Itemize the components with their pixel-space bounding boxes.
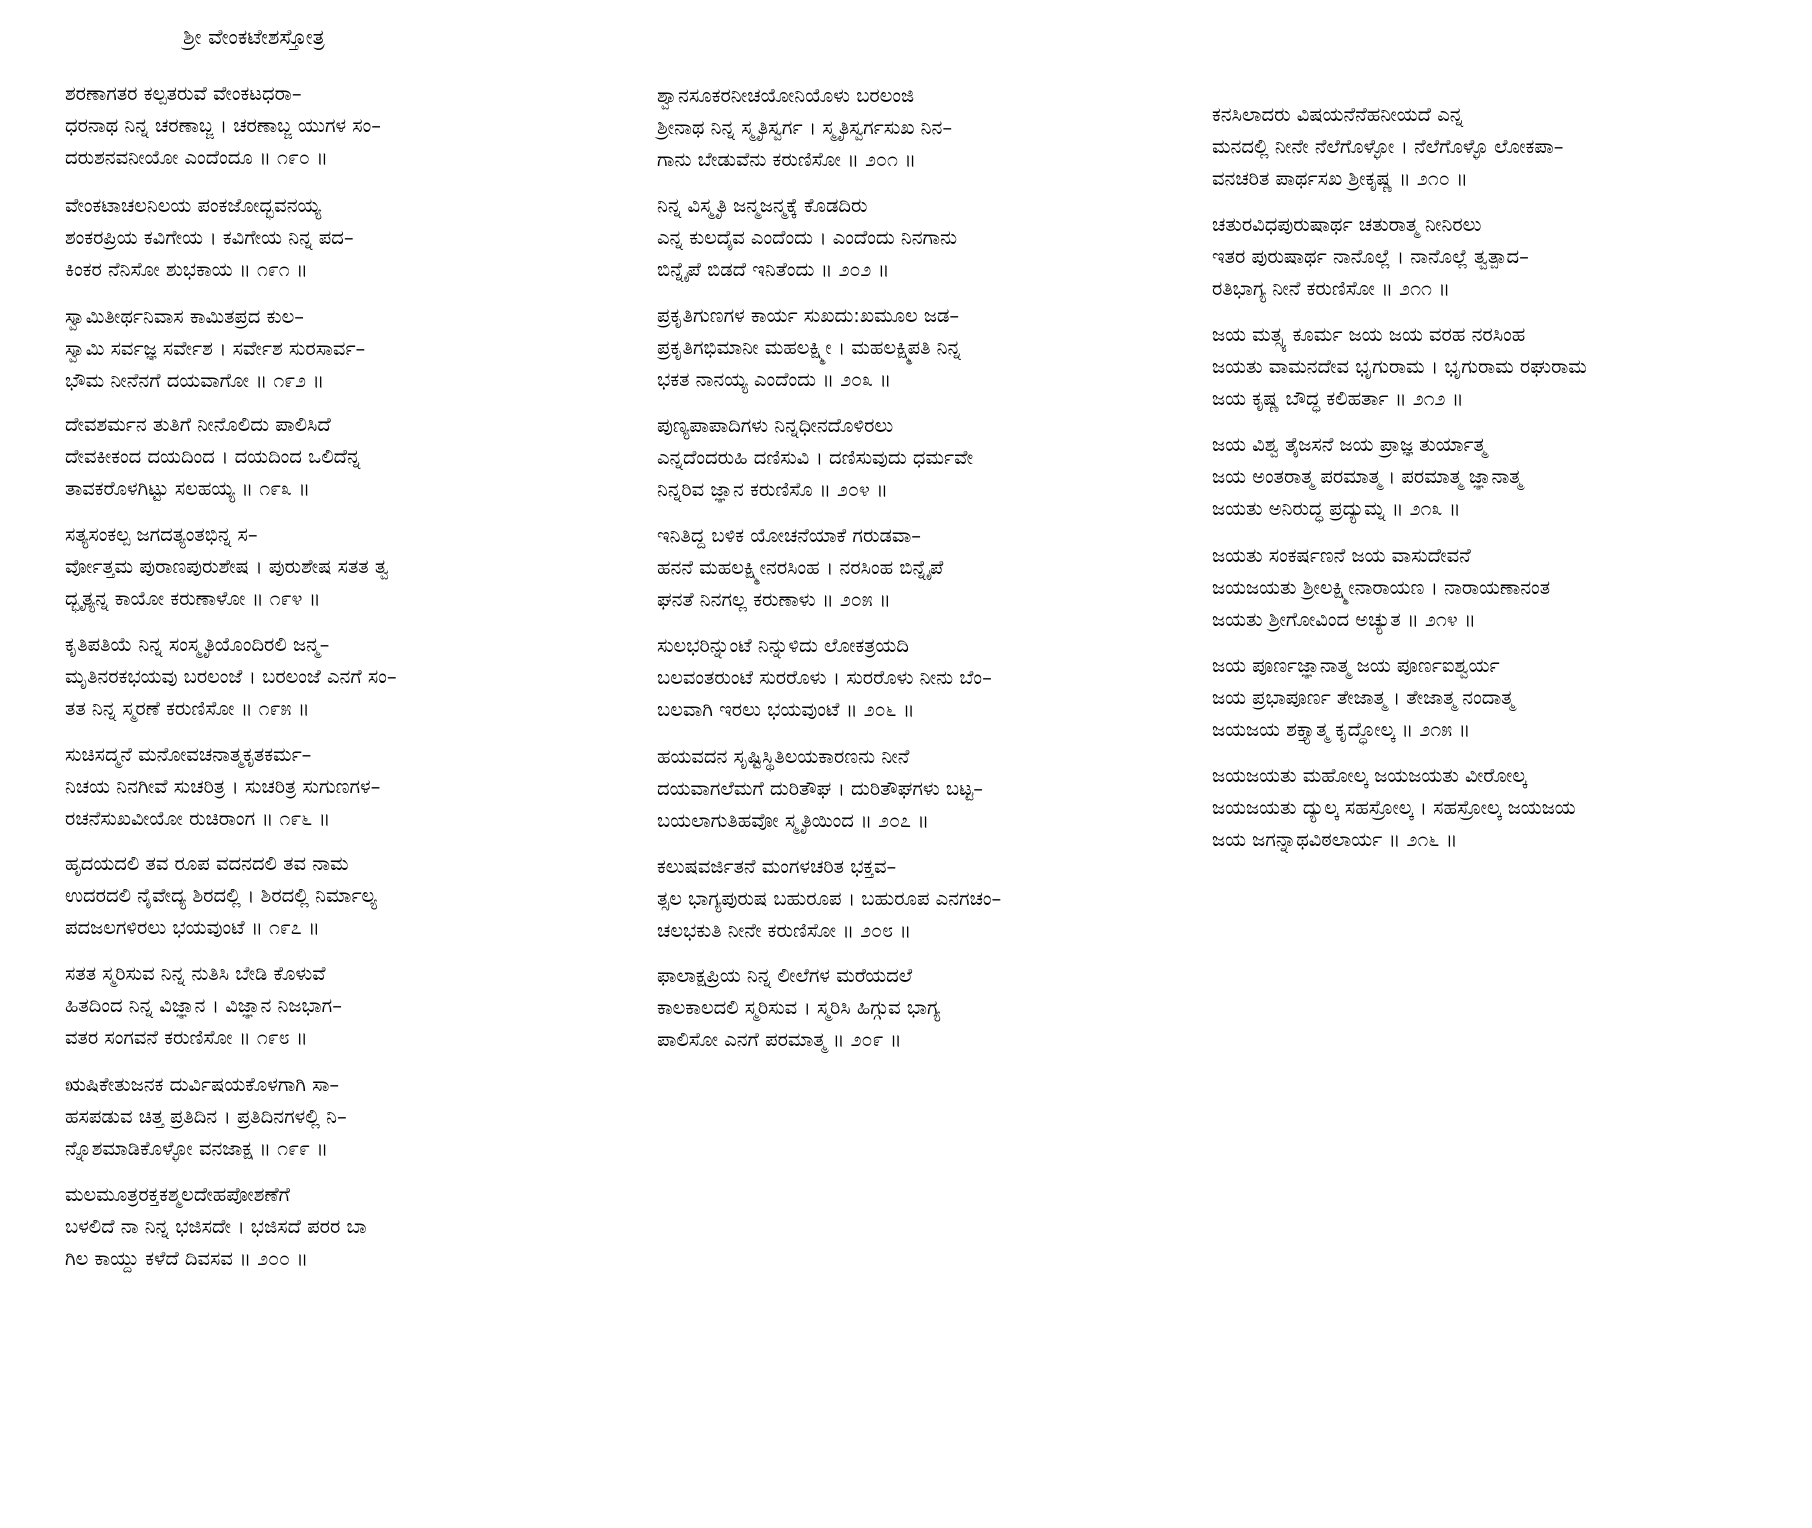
- stanza-verse-line-numbered: ಭಕತ ನಾನಯ್ಯ ಎಂದೆಂದು ॥ ೨೦೩ ॥: [657, 368, 892, 391]
- stanza: [657, 80, 952, 176]
- stanza-verse-line: ಹಿತದಿಂದ ನಿನ್ನ ವಿಜ್ಞಾನ । ವಿಜ್ಞಾನ ನಿಜಭಾಗ–: [65, 994, 342, 1017]
- stanza-verse-line: ಉದರದಲಿ ನೈವೇದ್ಯ ಶಿರದಲ್ಲಿ । ಶಿರದಲ್ಲಿ ನಿರ್ಮಾಲ್ಯ: [65, 884, 377, 907]
- stanza: [657, 630, 992, 726]
- stanza-verse-line: ಕಾಲಕಾಲದಲಿ ಸ್ಮರಿಸುವ । ಸ್ಮರಿಸಿ ಹಿಗ್ಗುವ ಭಾಗ್ಯ: [657, 996, 941, 1019]
- stanza-verse-line-numbered: ದರುಶನವನೀಯೋ ಎಂದೆಂದೂ ॥ ೧೯೦ ॥: [65, 146, 328, 169]
- stanza-verse-line-numbered: ದ್ಭೃತ್ಯನ್ನ ಕಾಯೋ ಕರುಣಾಳೋ ॥ ೧೯೪ ॥: [65, 587, 321, 610]
- stanza: [657, 410, 973, 506]
- stanza-verse-line: ಹನನೆ ಮಹಲಕ್ಷ್ಮೀನರಸಿಂಹ । ನರಸಿಂಹ ಬಿನ್ನೈಪೆ: [657, 556, 944, 579]
- stanza: [65, 519, 389, 615]
- stanza-verse-line-numbered: ಜಯ ಕೃಷ್ಣ ಬೌದ್ಧ ಕಲಿಹರ್ತಾ ॥ ೨೧೨ ॥: [1212, 387, 1464, 410]
- stanza: [65, 629, 397, 725]
- stanza: [1212, 540, 1550, 636]
- stanza: [65, 78, 381, 174]
- stanza: [657, 960, 940, 1056]
- stanza-verse-line: ನಿಚಯ ನಿನಗೀವೆ ಸುಚರಿತ್ರ । ಸುಚರಿತ್ರ ಸುಗುಣಗಳ–: [65, 775, 381, 798]
- stanza-verse-line: ಜಯ ಪ್ರಭಾಪೂರ್ಣ ತೇಜಾತ್ಮ । ತೇಜಾತ್ಮ ನಂದಾತ್ಮ: [1212, 686, 1515, 709]
- stanza-verse-line: ಜಯ ಮತ್ಸ್ಯ ಕೂರ್ಮ ಜಯ ಜಯ ವರಹ ನರಸಿಂಹ: [1212, 323, 1526, 346]
- stanza-verse-line: ಹಯವದನ ಸೃಷ್ಟಿಸ್ಥಿತಿಲಯಕಾರಣನು ನೀನೆ: [657, 745, 910, 768]
- stanza-verse-line-numbered: ವನಚರಿತ ಪಾರ್ಥಸಖ ಶ್ರೀಕೃಷ್ಣ ॥ ೨೧೦ ॥: [1212, 167, 1468, 190]
- stanza-verse-line-numbered: ಜಯಜಯ ಶಕ್ತ್ಯಾತ್ಮ ಕೃದ್ಧೋಲ್ಕ ॥ ೨೧೫ ॥: [1212, 718, 1471, 741]
- stanza: [65, 1179, 367, 1275]
- stanza-verse-line-numbered: ಕಿಂಕರ ನೆನಿಸೋ ಶುಭಕಾಯ ॥ ೧೯೧ ॥: [65, 258, 308, 281]
- page-title: ಶ್ರೀ ವೇಂಕಟೇಶಸ್ತೋತ್ರ: [183, 25, 325, 49]
- stanza: [657, 300, 961, 396]
- stanza: [657, 190, 957, 286]
- stanza-verse-line-numbered: ವತರ ಸಂಗವನೆ ಕರುಣಿಸೋ ॥ ೧೯೮ ॥: [65, 1026, 308, 1049]
- stanza-verse-line: ಮನದಲ್ಲಿ ನೀನೇ ನೆಲೆಗೊಳ್ಳೋ । ನೆಲೆಗೊಳ್ಳೊ ಲೋಕಪಾ–: [1212, 135, 1564, 158]
- stanza-verse-line: ತ್ಸಲ ಭಾಗ್ಯಪುರುಷ ಬಹುರೂಪ । ಬಹುರೂಪ ಎನಗಚಂ–: [657, 887, 1002, 910]
- stanza-verse-line: ಇನಿತಿದ್ದ ಬಳಿಕ ಯೋಚನೆಯಾಕೆ ಗರುಡವಾ–: [657, 524, 922, 547]
- stanza: [657, 741, 983, 837]
- stanza-verse-line-numbered: ಗಾನು ಬೇಡುವೆನು ಕರುಣಿಸೋ ॥ ೨೦೧ ॥: [657, 148, 916, 171]
- stanza-verse-line: ಕೃತಿಪತಿಯೆ ನಿನ್ನ ಸಂಸ್ಮೃತಿಯೊಂದಿರಲಿ ಜನ್ಮ–: [65, 633, 330, 656]
- stanza-verse-line-numbered: ನ್ನೊಶಮಾಡಿಕೊಳ್ಳೋ ವನಜಾಕ್ಷ ॥ ೧೯೯ ॥: [65, 1137, 329, 1160]
- stanza-verse-line: ಜಯ ಪೂರ್ಣಜ್ಞಾನಾತ್ಮ ಜಯ ಪೂರ್ಣಐಶ್ವರ್ಯ: [1212, 654, 1500, 677]
- stanza-verse-line-numbered: ರಚನೆಸುಖವೀಯೋ ರುಚಿರಾಂಗ ॥ ೧೯೬ ॥: [65, 807, 331, 830]
- stanza-verse-line: ದಯವಾಗಲೆಮಗೆ ದುರಿತೌಘ । ದುರಿತೌಘಗಳು ಬಟ್ಟ–: [657, 777, 984, 800]
- stanza: [1212, 429, 1522, 525]
- stanza-verse-line: ಜಯಜಯತು ಮಹೋಲ್ಕ ಜಯಜಯತು ವೀರೋಲ್ಕ: [1212, 764, 1527, 787]
- stanza-verse-line: ಶಂಕರಪ್ರಿಯ ಕವಿಗೇಯ । ಕವಿಗೇಯ ನಿನ್ನ ಪದ–: [65, 226, 354, 249]
- stanza-verse-line-numbered: ತತ ನಿನ್ನ ಸ್ಮರಣೆ ಕರುಣಿಸೋ ॥ ೧೯೫ ॥: [65, 697, 310, 720]
- stanza-verse-line: ರ್ವೋತ್ತಮ ಪುರಾಣಪುರುಶೇಷ । ಪುರುಶೇಷ ಸತತ ತ್ವ: [65, 555, 389, 578]
- stanza-verse-line-numbered: ಬಲವಾಗಿ ಇರಲು ಭಯವುಂಟೆ ॥ ೨೦೬ ॥: [657, 698, 915, 721]
- stanza-verse-line-numbered: ಭೌಮ ನೀನೆನಗೆ ದಯವಾಗೋ ॥ ೧೯೨ ॥: [65, 369, 325, 392]
- stanza: [65, 958, 342, 1054]
- stanza: [65, 1069, 347, 1165]
- stanza-verse-line: ಜಯತು ವಾಮನದೇವ ಭೃಗುರಾಮ । ಭೃಗುರಾಮ ರಘುರಾಮ: [1212, 355, 1587, 378]
- stanza-verse-line-numbered: ಗಿಲ ಕಾಯ್ದು ಕಳೆದೆ ದಿವಸವ ॥ ೨೦೦ ॥: [65, 1247, 309, 1270]
- stanza-verse-line: ಇತರ ಪುರುಷಾರ್ಥ ನಾನೊಲ್ಲೆ । ನಾನೊಲ್ಲೆ ತ್ವತ್ಪಾದ–: [1212, 245, 1529, 268]
- stanza-verse-line: ಋಷಿಕೇತುಜನಕ ದುರ್ವಿಷಯಕೊಳಗಾಗಿ ಸಾ–: [65, 1073, 340, 1096]
- stanza: [65, 409, 360, 505]
- stanza-verse-line: ವೇಂಕಟಾಚಲನಿಲಯ ಪಂಕಜೋದ್ಭವನಯ್ಯ: [65, 194, 322, 217]
- stanza-verse-line: ಮೃತಿನರಕಭಯವು ಬರಲಂಜೆ । ಬರಲಂಜೆ ಎನಗೆ ಸಂ–: [65, 665, 397, 688]
- stanza-verse-line: ಹೃದಯದಲಿ ತವ ರೂಪ ವದನದಲಿ ತವ ನಾಮ: [65, 852, 349, 875]
- stanza-verse-line: ಸುಚಿಸದ್ಮನೆ ಮನೋವಚನಾತ್ಮಕೃತಕರ್ಮ–: [65, 743, 312, 766]
- stanza-verse-line: ಮಲಮೂತ್ರರಕ್ತಕಶ್ಮಲದೇಹಪೋಶಣೆಗೆ: [65, 1183, 290, 1206]
- stanza-verse-line-numbered: ಬಿನ್ನೈಪೆ ಬಿಡದೆ ಇನಿತೆಂದು ॥ ೨೦೨ ॥: [657, 258, 890, 281]
- stanza: [1212, 209, 1529, 305]
- stanza: [1212, 760, 1576, 856]
- stanza-verse-line: ಪುಣ್ಯಪಾಪಾದಿಗಳು ನಿನ್ನಧೀನದೊಳಿರಲು: [657, 414, 894, 437]
- stanza-verse-line: ಪ್ರಕೃತಿಗಭಿಮಾನೀ ಮಹಲಕ್ಷ್ಮೀ । ಮಹಲಕ್ಷ್ಮಿಪತಿ ನಿನ್ನ: [657, 336, 961, 359]
- stanza-verse-line-numbered: ಜಯ ಜಗನ್ನಾಥವಿಠಲಾರ್ಯ ॥ ೨೧೬ ॥: [1212, 828, 1458, 851]
- stanza: [65, 190, 354, 286]
- stanza: [65, 848, 377, 944]
- stanza-verse-line: ಜಯ ಅಂತರಾತ್ಮ ಪರಮಾತ್ಮ । ಪರಮಾತ್ಮ ಜ್ಞಾನಾತ್ಮ: [1212, 465, 1523, 488]
- stanza-verse-line: ಬಲವಂತರುಂಟೆ ಸುರರೊಳು । ಸುರರೊಳು ನೀನು ಬೆಂ–: [657, 666, 992, 689]
- stanza-verse-line: ಧರನಾಥ ನಿನ್ನ ಚರಣಾಬ್ಜ । ಚರಣಾಬ್ಜ ಯುಗಳ ಸಂ–: [65, 114, 382, 137]
- stanza-verse-line: ಶರಣಾಗತರ ಕಲ್ಪತರುವೆ ವೇಂಕಟಧರಾ–: [65, 82, 302, 105]
- stanza-verse-line-numbered: ಜಯತು ಅನಿರುದ್ಧ ಪ್ರದ್ಯುಮ್ನ ॥ ೨೧೩ ॥: [1212, 497, 1461, 520]
- stanza-verse-line: ಸುಲಭರಿನ್ನುಂಟೆ ನಿನ್ನುಳಿದು ಲೋಕತ್ರಯದಿ: [657, 634, 909, 657]
- stanza-verse-line-numbered: ನಿನ್ನರಿವ ಜ್ಞಾನ ಕರುಣಿಸೊ ॥ ೨೦೪ ॥: [657, 478, 888, 501]
- stanza: [1212, 319, 1587, 415]
- stanza-verse-line: ಬಳಲಿದೆ ನಾ ನಿನ್ನ ಭಜಿಸದೇ । ಭಜಿಸದೆ ಪರರ ಬಾ: [65, 1215, 367, 1238]
- stanza-verse-line: ಎನ್ನದೆಂದರುಹಿ ದಣಿಸುವಿ । ದಣಿಸುವುದು ಧರ್ಮವೇ: [657, 446, 974, 469]
- stanza-verse-line: ಎನ್ನ ಕುಲದೈವ ಎಂದೆಂದು । ಎಂದೆಂದು ನಿನಗಾನು: [657, 226, 958, 249]
- stanza-verse-line-numbered: ಬಯಲಾಗುತಿಹವೋ ಸ್ಮೃತಿಯಿಂದ ॥ ೨೦೭ ॥: [657, 809, 930, 832]
- stanza-verse-line: ಸ್ವಾಮಿತೀರ್ಥನಿವಾಸ ಕಾಮಿತಪ್ರದ ಕುಲ–: [65, 305, 304, 328]
- stanza-verse-line: ಹಸಪಡುವ ಚಿತ್ತ ಪ್ರತಿದಿನ । ಪ್ರತಿದಿನಗಳಲ್ಲಿ ನಿ–: [65, 1105, 347, 1128]
- stanza: [1212, 650, 1514, 746]
- stanza-verse-line: ದೇವಕೀಕಂದ ದಯದಿಂದ । ದಯದಿಂದ ಒಲಿದೆನ್ನ: [65, 445, 361, 468]
- stanza: [65, 739, 380, 835]
- stanza: [65, 301, 365, 397]
- stanza-verse-line: ದೇವಶರ್ಮನ ತುತಿಗೆ ನೀನೊಲಿದು ಪಾಲಿಸಿದೆ: [65, 413, 331, 436]
- stanza: [657, 520, 943, 616]
- stanza-verse-line: ಶ್ವಾನಸೂಕರನೀಚಯೋನಿಯೊಳು ಬರಲಂಜಿ: [657, 84, 915, 107]
- stanza-verse-line: ಕಲುಷವರ್ಜಿತನೆ ಮಂಗಳಚರಿತ ಭಕ್ತವ–: [657, 855, 897, 878]
- stanza-verse-line: ಫಾಲಾಕ್ಷಪ್ರಿಯ ನಿನ್ನ ಲೀಲೆಗಳ ಮರೆಯದಲೆ: [657, 964, 913, 987]
- stanza-verse-line-numbered: ಚಲಭಕುತಿ ನೀನೇ ಕರುಣಿಸೋ ॥ ೨೦೮ ॥: [657, 919, 912, 942]
- stanza-verse-line: ಜಯಜಯತು ದ್ಯುಲ್ಕ ಸಹಸ್ರೋಲ್ಕ । ಸಹಸ್ರೋಲ್ಕ ಜಯಜಯ: [1212, 796, 1576, 819]
- stanza-verse-line: ಕನಸಿಲಾದರು ವಿಷಯನೆನೆಹನೀಯದೆ ಎನ್ನ: [1212, 103, 1464, 126]
- stanza: [657, 851, 1001, 947]
- stanza-verse-line: ಸತತ ಸ್ಮರಿಸುವ ನಿನ್ನ ನುತಿಸಿ ಬೇಡಿ ಕೊಳುವೆ: [65, 962, 326, 985]
- stanza-verse-line: ಸ್ವಾಮಿ ಸರ್ವಜ್ಞ ಸರ್ವೇಶ । ಸರ್ವೇಶ ಸುರಸಾರ್ವ–: [65, 337, 366, 360]
- stanza-verse-line: ಜಯತು ಸಂಕರ್ಷಣನೆ ಜಯ ವಾಸುದೇವನೆ: [1212, 544, 1471, 567]
- stanza-verse-line: ಸತ್ಯಸಂಕಲ್ಪ ಜಗದತ್ಯಂತಭಿನ್ನ ಸ–: [65, 523, 258, 546]
- stanza-verse-line: ಪ್ರಕೃತಿಗುಣಗಳ ಕಾರ್ಯ ಸುಖದು:ಖಮೂಲ ಜಡ–: [657, 304, 960, 327]
- stanza-verse-line-numbered: ಪದಜಲಗಳಿರಲು ಭಯವುಂಟೆ ॥ ೧೯೭ ॥: [65, 916, 320, 939]
- stanza-verse-line: ಶ್ರೀನಾಥ ನಿನ್ನ ಸ್ಮೃತಿಸ್ವರ್ಗ । ಸ್ಮೃತಿಸ್ವರ್ಗಸುಖ ನಿನ–: [657, 116, 953, 139]
- stanza-verse-line-numbered: ರತಿಭಾಗ್ಯ ನೀನೆ ಕರುಣಿಸೋ ॥ ೨೧೧ ॥: [1212, 277, 1451, 300]
- stanza-verse-line-numbered: ತಾವಕರೊಳಗಿಟ್ಟು ಸಲಹಯ್ಯ ॥ ೧೯೩ ॥: [65, 477, 311, 500]
- stanza-verse-line: ಜಯ ವಿಶ್ವ ತೈಜಸನೆ ಜಯ ಪ್ರಾಜ್ಞ ತುರ್ಯಾತ್ಮ: [1212, 433, 1487, 456]
- stanza-verse-line: ಜಯಜಯತು ಶ್ರೀಲಕ್ಷ್ಮೀನಾರಾಯಣ । ನಾರಾಯಣಾನಂತ: [1212, 576, 1551, 599]
- stanza-verse-line: ಚತುರವಿಧಪುರುಷಾರ್ಥ ಚತುರಾತ್ಮ ನೀನಿರಲು: [1212, 213, 1482, 236]
- stanza-verse-line-numbered: ಜಯತು ಶ್ರೀಗೋವಿಂದ ಅಚ್ಯುತ ॥ ೨೧೪ ॥: [1212, 608, 1476, 631]
- stanza-verse-line: ನಿನ್ನ ವಿಸ್ಮೃತಿ ಜನ್ಮಜನ್ಮಕ್ಕೆ ಕೊಡದಿರು: [657, 194, 868, 217]
- stanza-verse-line-numbered: ಘನತೆ ನಿನಗಲ್ಲ ಕರುಣಾಳು ॥ ೨೦೫ ॥: [657, 588, 891, 611]
- stanza: [1212, 99, 1564, 195]
- stanza-verse-line-numbered: ಪಾಲಿಸೋ ಎನಗೆ ಪರಮಾತ್ಮ ॥ ೨೦೯ ॥: [657, 1028, 902, 1051]
